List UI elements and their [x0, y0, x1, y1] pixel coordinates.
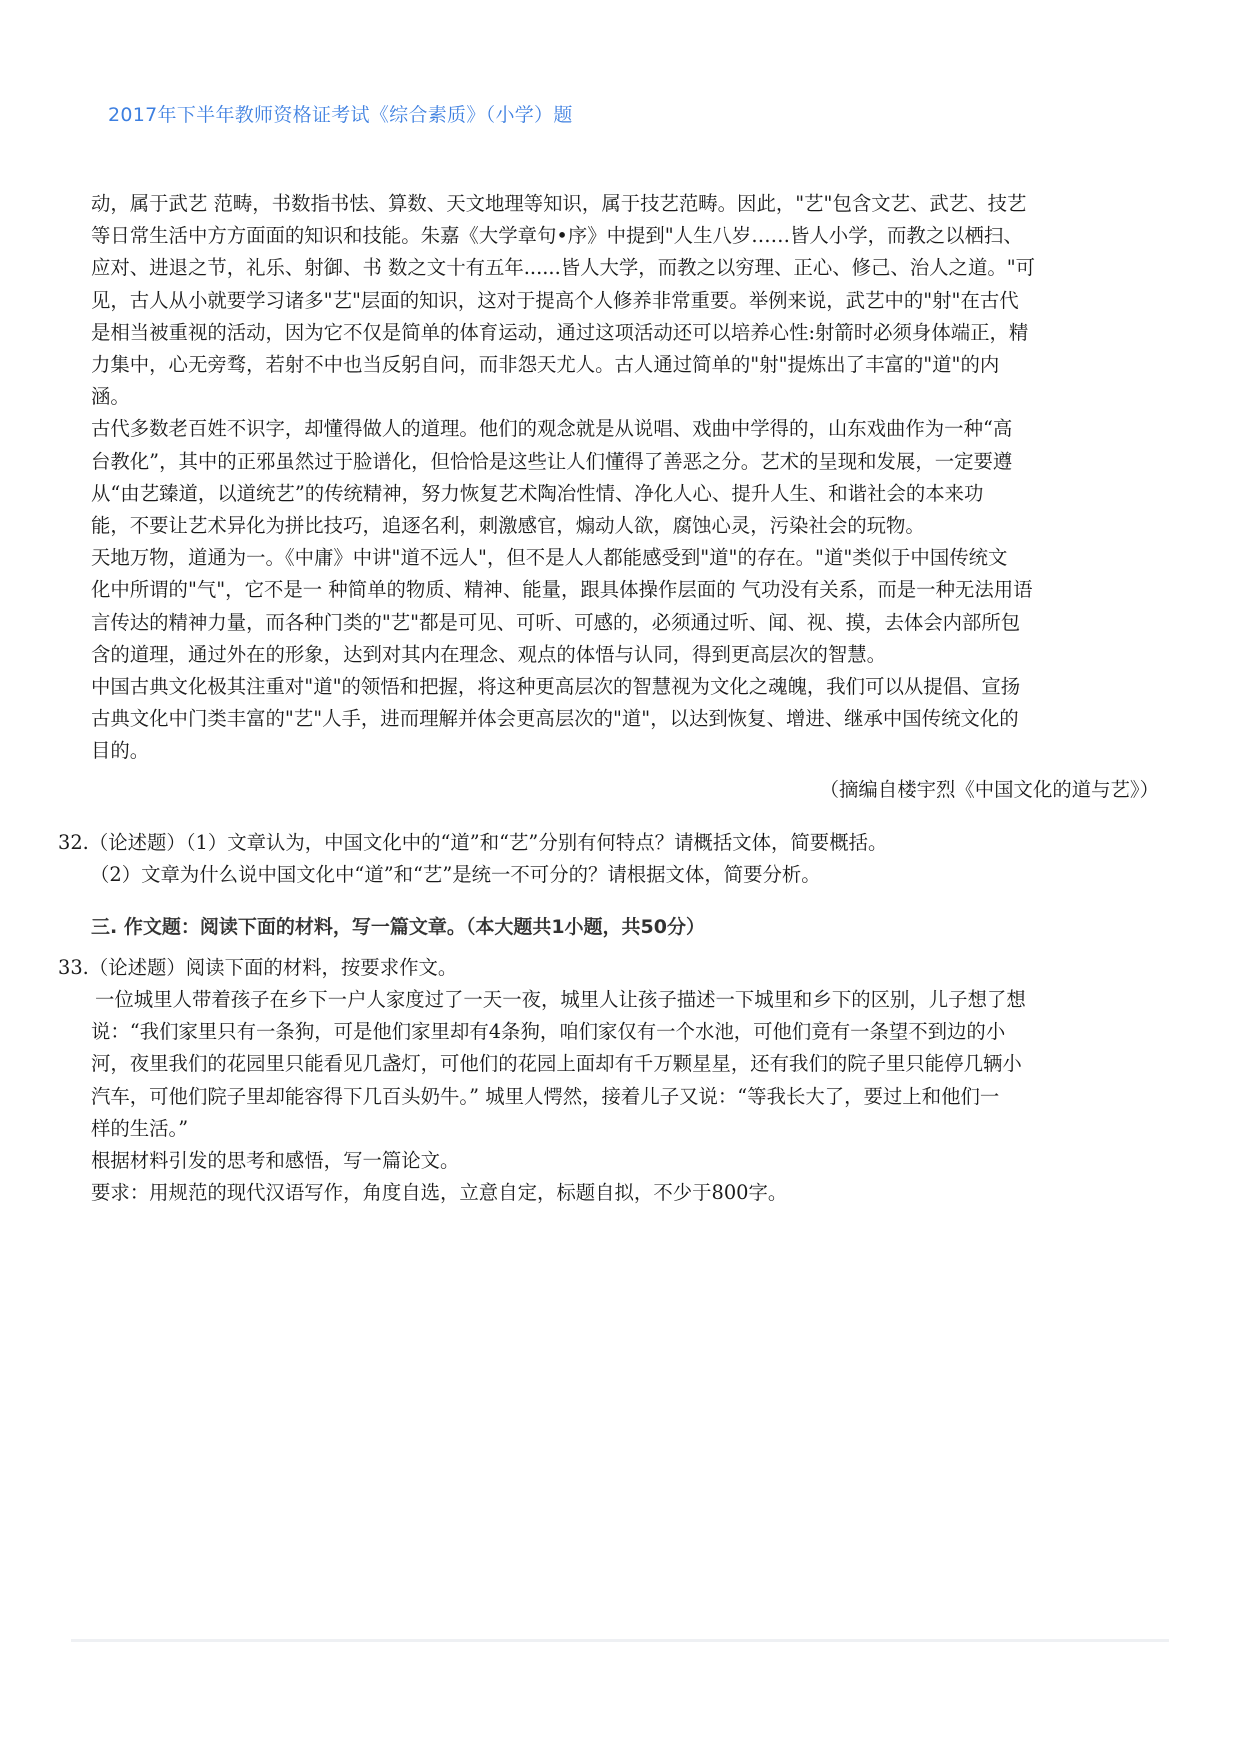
text-line: 言传达的精神力量，而各种门类的"艺"都是可见、可听、可感的，必须通过听、闻、视、摸，去体会内部所包 [91, 610, 1021, 634]
text-line: 古典文化中门类丰富的"艺"人手，进而理解并体会更高层次的"道"，以达到恢复、增进、继承中国传统文化的 [91, 707, 1019, 731]
text-line: 涵。 [91, 385, 130, 409]
question-33-prompt: 33.（论述题）阅读下面的材料，按要求作文。 [58, 956, 458, 979]
text-line: 能，不要让艺术异化为拼比技巧，追逐名利，刺激感官，煽动人欲，腐蚀心灵，污染社会的玩物。 [91, 514, 925, 538]
text-line: 汽车，可他们院子里却能容得下几百头奶牛。” 城里人愕然，接着儿子又说：“等我长大了，要过上和他们一 [91, 1084, 1000, 1108]
text-line: 样的生活。” [91, 1116, 189, 1140]
text-line: 应对、进退之节，礼乐、射御、书 数之文十有五年......皆人大学，而教之以穷理、正心、修己、治人之道。"可 [91, 256, 1036, 280]
passage-paragraph-1 [91, 188, 1171, 413]
text-line: 见，古人从小就要学习诸多"艺"层面的知识，这对于提高个人修养非常重要。举例来说，武艺中的"射"在古代 [91, 288, 1019, 312]
text-line: 是相当被重视的活动，因为它不仅是简单的体育运动，通过这项活动还可以培养心性:射箭时必须身体端正，精 [91, 320, 1029, 344]
passage-source-citation: （摘编自楼宇烈《中国文化的道与艺》） [819, 777, 1159, 801]
essay-requirement: 要求：用规范的现代汉语写作，角度自选，立意自定，标题自拟，不少于800字。 [91, 1181, 788, 1205]
text-line: 说：“我们家里只有一条狗，可是他们家里却有4条狗，咱们家仅有一个水池，可他们竟有一条望不到边的小 [91, 1020, 1006, 1044]
text-line: 动，属于武艺 范畴，书数指书怯、算数、天文地理等知识，属于技艺范畴。因此，"艺"包含文艺、武艺、技艺 [91, 192, 1027, 215]
text-line: 一位城里人带着孩子在乡下一户人家度过了一天一夜，城里人让孩子描述一下城里和乡下的区别，儿子想了想 [95, 988, 1026, 1011]
text-line: 目的。 [91, 739, 150, 763]
question-32 [58, 827, 1158, 891]
text-line: 河，夜里我们的花园里只能看见几盏灯，可他们的花园上面却有千万颗星星，还有我们的院子里只能停几辆小 [91, 1052, 1022, 1076]
document-header-title: 2017年下半年教师资格证考试《综合素质》（小学）题 [108, 104, 573, 126]
question-33 [58, 952, 1158, 984]
text-line: 从“由艺臻道，以道统艺”的传统精神，努力恢复艺术陶冶性情、净化人心、提升人生、和谐社会的本来功 [91, 481, 984, 505]
text-line: 台教化”，其中的正邪虽然过于脸谱化，但恰恰是这些让人们懂得了善恶之分。艺术的呈现和发展，一定要遵 [91, 449, 1013, 473]
text-line: 力集中，心无旁骛，若射不中也当反躬自问，而非怨天尤人。古人通过简单的"射"提炼出了丰富的"道"的内 [91, 353, 1000, 377]
essay-instruction: 根据材料引发的思考和感悟，写一篇论文。 [91, 1149, 460, 1173]
passage-paragraph-4 [91, 671, 1171, 768]
reading-passage [91, 188, 1171, 806]
text-line: 化中所谓的"气"，它不是一 种简单的物质、精神、能量，跟具体操作层面的 气功没有关系，而是一种无法用语 [91, 578, 1033, 602]
text-line: 中国古典文化极其注重对"道"的领悟和把握，将这种更高层次的智慧视为文化之魂魄，我们可以从提倡、宣扬 [91, 675, 1021, 699]
text-line: 天地万物，道通为一。《中庸》中讲"道不远人"，但不是人人都能感受到"道"的存在。"道"类似于中国传统文 [91, 546, 1008, 570]
passage-paragraph-3 [91, 542, 1171, 671]
section-3-heading: 三. 作文题：阅读下面的材料，写一篇文章。（本大题共1小题，共50分） [91, 916, 705, 938]
essay-material [91, 984, 1171, 1209]
passage-paragraph-2 [91, 413, 1171, 542]
text-line: 等日常生活中方方面面的知识和技能。朱嘉《大学章句•序》中提到"人生八岁……皆人小学，而教之以栖扫、 [91, 224, 1023, 248]
text-line: 含的道理，通过外在的形象，达到对其内在理念、观点的体悟与认同，得到更高层次的智慧。 [91, 642, 887, 666]
question-32-part-2: （2）文章为什么说中国文化中“道”和“艺”是统一不可分的？请根据文体，简要分析。 [90, 863, 821, 887]
text-line: 古代多数老百姓不识字，却懂得做人的道理。他们的观念就是从说唱、戏曲中学得的，山东戏曲作为一种“高 [91, 417, 1013, 441]
question-32-part-1: 32.（论述题）（1）文章认为，中国文化中的“道”和“艺”分别有何特点？请概括文体，简要概括。 [58, 831, 888, 854]
footer-divider [71, 1639, 1169, 1642]
